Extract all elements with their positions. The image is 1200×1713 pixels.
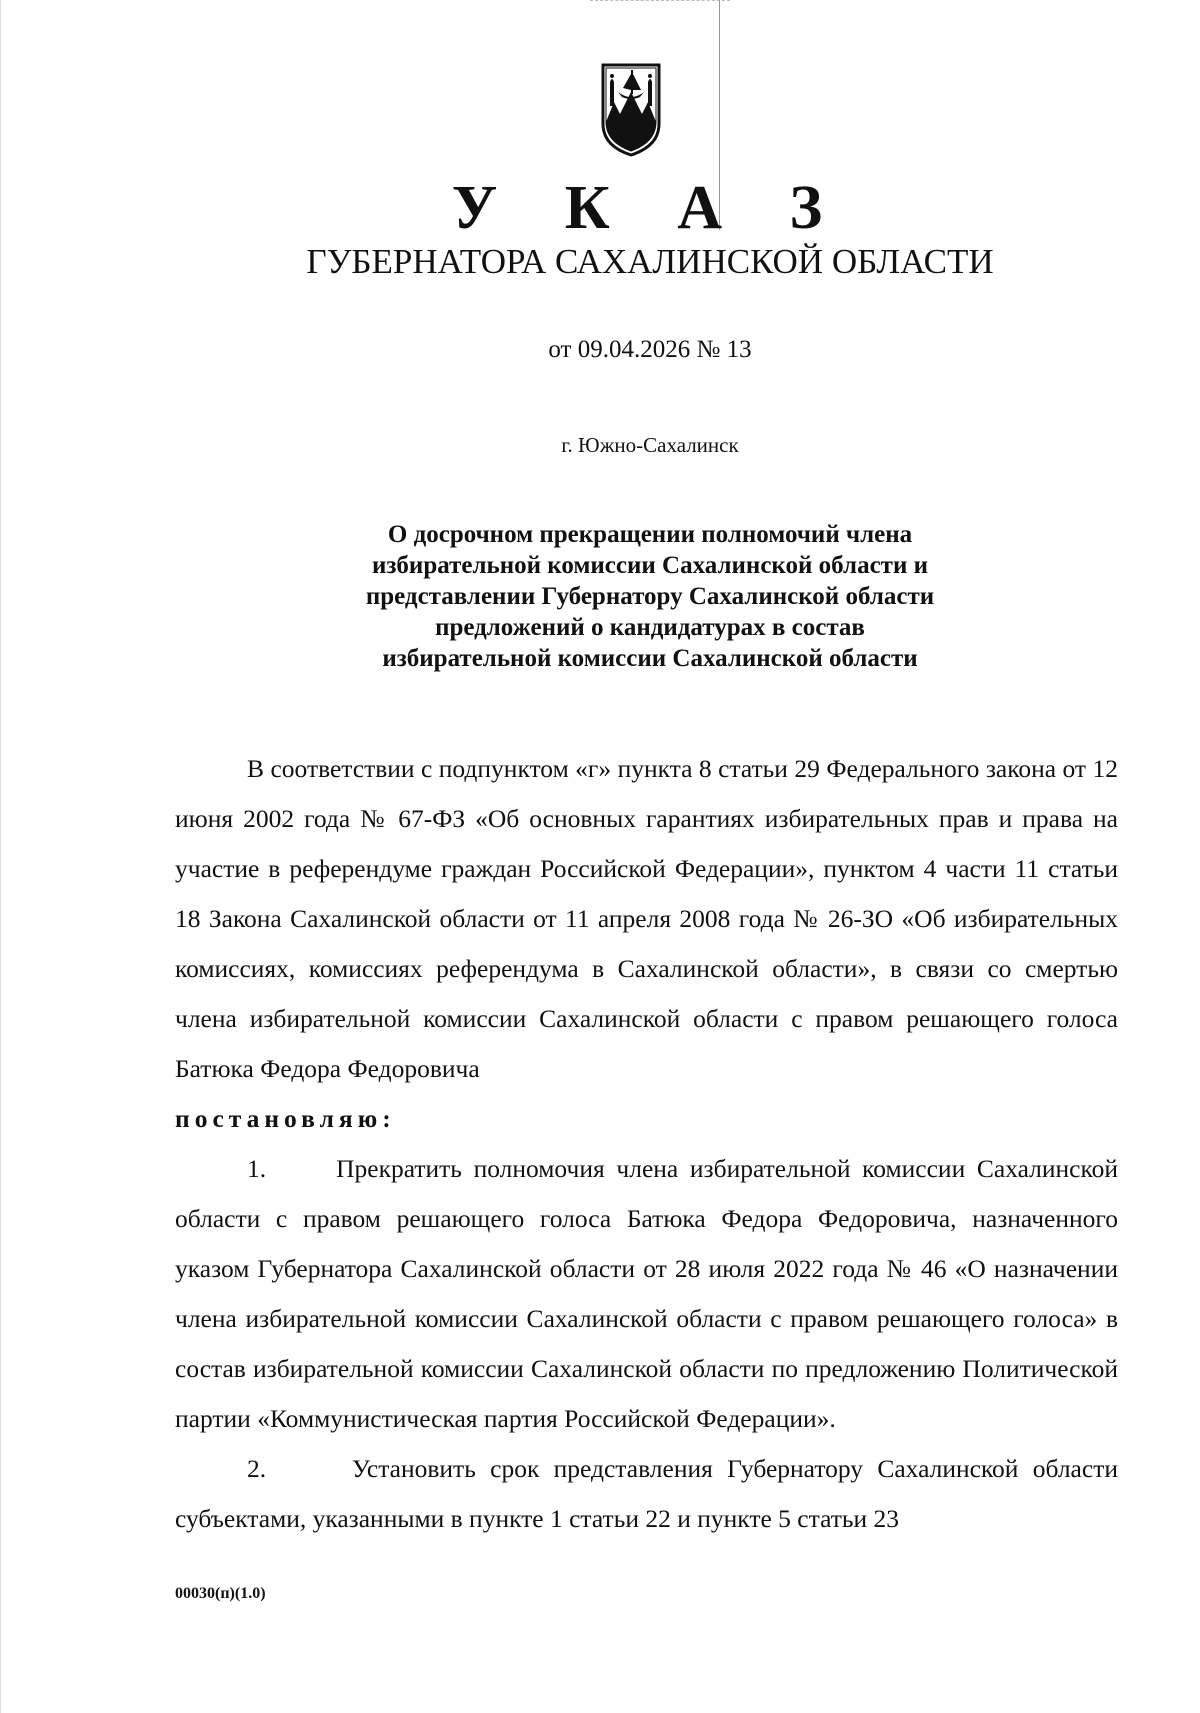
- item-paragraph: 2. Установить срок представления Губернатору Сахалинской области субъектами, указанными в пункте 1 статьи 22 и пункте 5 статьи 23: [175, 1454, 1118, 1533]
- item-paragraph: 1. Прекратить полномочия члена избирательной комиссии Сахалинской области с правом решающего голоса Батюка Федора Федоровича, назначенного указом Губернатора Сахалинской области от 28 июля 2022 года № 46 «О назначении члена избирательной комиссии Сахалинской области с правом решающего голоса» в состав избирательной комиссии Сахалинской области по предложению Политической партии «Коммунистическая партия Российской Федерации».: [175, 1154, 1118, 1433]
- document-date-number: от 09.04.2026 № 13: [548, 336, 752, 363]
- heading-line: представлении Губернатору Сахалинской области: [365, 583, 935, 610]
- heading-line: предложений о кандидатурах в состав: [435, 614, 865, 641]
- decree-line: [175, 1094, 1118, 1144]
- sakhalin-coat-of-arms-icon: [600, 62, 662, 158]
- document-title: У К А З: [451, 174, 849, 242]
- document-body: [175, 744, 1118, 1544]
- form-code: 00030(п)(1.0): [175, 1585, 266, 1602]
- document-city: г. Южно-Сахалинск: [561, 433, 739, 457]
- heading-line: избирательной комиссии Сахалинской области: [382, 645, 918, 672]
- decree-colon: :: [382, 1104, 396, 1133]
- preamble-paragraph: В соответствии с подпунктом «г» пункта 8 статьи 29 Федерального закона от 12 июня 2002 года № 67-ФЗ «Об основных гарантиях избирательных прав и права на участие в референдуме граждан Российской Федерации», пунктом 4 части 11 статьи 18 Закона Сахалинской области от 11 апреля 2008 года № 26-ЗО «Об избирательных комиссиях, комиссиях референдума в Сахалинской области», в связи со смертью члена избирательной комиссии Сахалинской области с правом решающего голоса Батюка Федора Федоровича: [175, 754, 1118, 1083]
- heading-line: О досрочном прекращении полномочий члена: [387, 521, 913, 548]
- scan-artifact-line: [590, 0, 730, 2]
- decree-word: постановляю: [175, 1104, 383, 1133]
- document-heading: [250, 519, 1050, 674]
- document-subtitle: ГУБЕРНАТОРА САХАЛИНСКОЙ ОБЛАСТИ: [306, 242, 994, 281]
- heading-line: избирательной комиссии Сахалинской области и: [371, 552, 929, 579]
